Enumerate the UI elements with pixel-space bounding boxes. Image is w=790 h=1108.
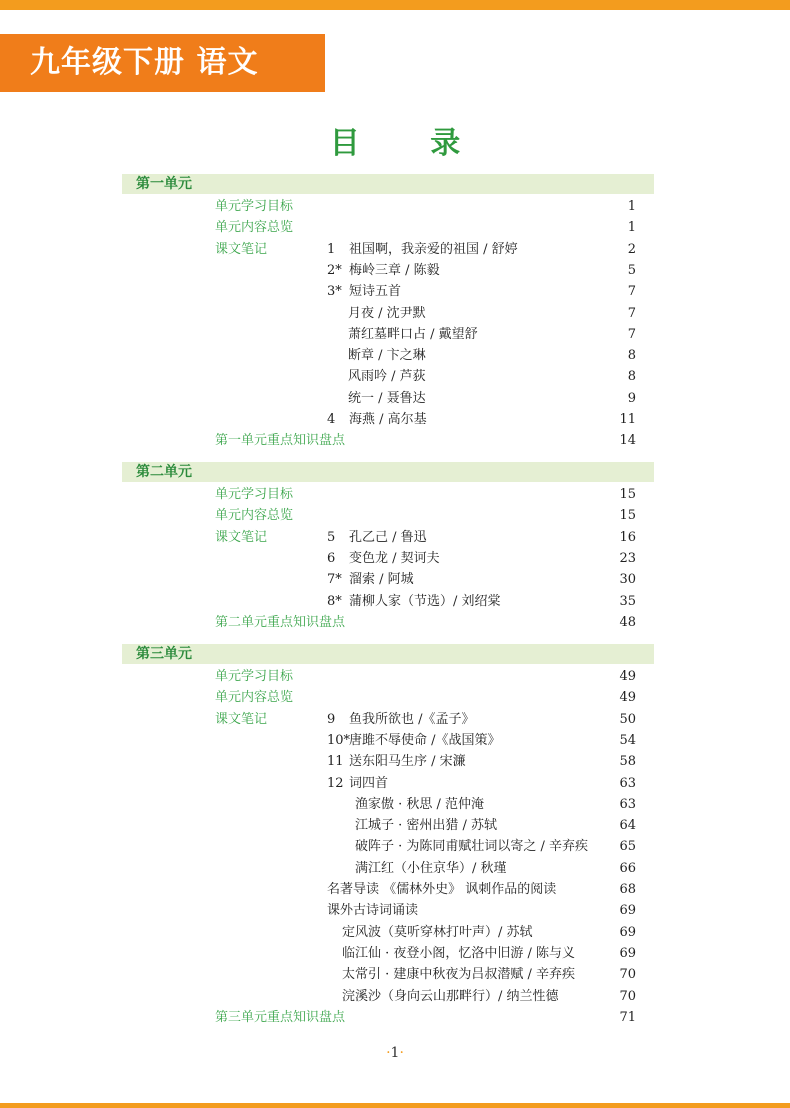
lesson-title: 祖国啊，我亲爱的祖国 / 舒婷 bbox=[349, 241, 518, 257]
lesson-title: 变色龙 / 契诃夫 bbox=[349, 550, 440, 566]
lesson-number: 2* bbox=[327, 262, 342, 278]
unit-summary-link[interactable]: 第三单元重点知识盘点 bbox=[215, 1009, 346, 1025]
page-number: 70 bbox=[619, 988, 636, 1004]
page-number: 48 bbox=[619, 614, 636, 630]
page-footer bbox=[0, 1045, 790, 1061]
page-number: 66 bbox=[619, 860, 636, 876]
lesson-entry[interactable] bbox=[327, 569, 414, 590]
lesson-entry[interactable] bbox=[327, 239, 518, 260]
section-link[interactable]: 单元学习目标 bbox=[215, 487, 294, 502]
page-number: 58 bbox=[619, 754, 636, 770]
page-number: 68 bbox=[619, 882, 636, 897]
toc-entry[interactable]: 课外古诗词诵读 bbox=[327, 903, 419, 919]
section-link[interactable]: 单元学习目标 bbox=[215, 669, 294, 684]
unit-summary-link[interactable]: 第二单元重点知识盘点 bbox=[215, 614, 346, 630]
sub-entry[interactable]: 太常引 · 建康中秋夜为吕叔潜赋 / 辛弃疾 bbox=[342, 967, 576, 983]
sub-entry[interactable]: 渔家傲 · 秋思 / 范仲淹 bbox=[355, 796, 485, 812]
page-number: 65 bbox=[619, 839, 636, 855]
page-number: 63 bbox=[619, 796, 636, 812]
section-link[interactable]: 单元内容总览 bbox=[215, 220, 294, 236]
page-number: 7 bbox=[627, 284, 636, 300]
page-number: 64 bbox=[619, 818, 636, 834]
page-number: 63 bbox=[619, 775, 636, 791]
sub-entry[interactable]: 浣溪沙（身向云山那畔行）/ 纳兰性德 bbox=[342, 988, 559, 1004]
page-number: 11 bbox=[619, 412, 636, 427]
page-number: 7 bbox=[627, 305, 636, 321]
page-number: 35 bbox=[619, 593, 636, 609]
page-number: 50 bbox=[619, 711, 636, 727]
sub-entry[interactable]: 风雨吟 / 芦荻 bbox=[348, 369, 426, 385]
page-number: 69 bbox=[619, 903, 636, 919]
page-number: 54 bbox=[619, 732, 636, 748]
footer-dot-left: · bbox=[386, 1045, 391, 1061]
page-number: 71 bbox=[619, 1009, 636, 1025]
lesson-title: 鱼我所欲也 /《孟子》 bbox=[349, 711, 475, 727]
lesson-entry[interactable] bbox=[327, 260, 440, 281]
lesson-title: 送东阳马生序 / 宋濂 bbox=[349, 754, 466, 770]
page-number: 49 bbox=[619, 669, 636, 684]
lesson-entry[interactable] bbox=[327, 773, 388, 794]
lesson-number: 1 bbox=[327, 241, 336, 257]
page-number: 1 bbox=[627, 220, 636, 236]
footer-dot-right: · bbox=[399, 1045, 404, 1061]
page-number: 16 bbox=[619, 529, 636, 545]
lesson-title: 孔乙己 / 鲁迅 bbox=[349, 529, 427, 545]
page-number: 2 bbox=[627, 241, 636, 257]
section-label: 课文笔记 bbox=[215, 711, 268, 727]
lesson-title: 溜索 / 阿城 bbox=[349, 572, 414, 588]
toc-heading: 目 录 bbox=[329, 126, 491, 161]
unit-header[interactable]: 第二单元 bbox=[122, 462, 654, 482]
page-number: 14 bbox=[619, 433, 636, 449]
sub-entry[interactable]: 临江仙 · 夜登小阁，忆洛中旧游 / 陈与义 bbox=[342, 945, 576, 961]
page-number: 9 bbox=[627, 390, 636, 406]
lesson-entry[interactable] bbox=[327, 548, 440, 569]
unit-header[interactable]: 第三单元 bbox=[122, 644, 654, 664]
sub-entry[interactable]: 统一 / 聂鲁达 bbox=[348, 390, 426, 406]
page-number: 49 bbox=[619, 690, 636, 706]
sub-entry[interactable]: 断章 / 卞之琳 bbox=[348, 348, 426, 364]
unit-header[interactable]: 第一单元 bbox=[122, 174, 654, 194]
page-number: 5 bbox=[627, 262, 636, 278]
lesson-entry[interactable] bbox=[327, 709, 475, 730]
sub-entry[interactable]: 月夜 / 沈尹默 bbox=[348, 305, 426, 321]
page-number: 69 bbox=[619, 945, 636, 961]
lesson-number: 3* bbox=[327, 284, 342, 300]
section-label: 课文笔记 bbox=[215, 529, 268, 545]
lesson-number: 6 bbox=[327, 550, 336, 566]
section-label: 课文笔记 bbox=[215, 241, 268, 257]
page-number: 70 bbox=[619, 967, 636, 983]
lesson-number: 5 bbox=[327, 529, 336, 545]
lesson-number: 9 bbox=[327, 711, 336, 727]
lesson-number: 12 bbox=[327, 775, 344, 791]
page-number: 15 bbox=[619, 487, 636, 502]
toc-entry[interactable]: 名著导读 《儒林外史》 讽刺作品的阅读 bbox=[327, 882, 557, 897]
lesson-number: 8* bbox=[327, 593, 342, 609]
bottom-accent-bar bbox=[0, 1103, 790, 1108]
sub-entry[interactable]: 满江红（小住京华）/ 秋瑾 bbox=[355, 860, 507, 876]
sub-entry[interactable]: 萧红墓畔口占 / 戴望舒 bbox=[348, 326, 478, 342]
sub-entry[interactable]: 江城子 · 密州出猎 / 苏轼 bbox=[355, 818, 498, 834]
lesson-title: 短诗五首 bbox=[349, 284, 402, 300]
page-number: 7 bbox=[627, 326, 636, 342]
lesson-number: 10* bbox=[327, 732, 351, 748]
lesson-title: 蒲柳人家（节选）/ 刘绍棠 bbox=[349, 593, 501, 609]
sub-entry[interactable]: 破阵子 · 为陈同甫赋壮词以寄之 / 辛弃疾 bbox=[355, 839, 589, 855]
lesson-entry[interactable] bbox=[327, 409, 427, 430]
lesson-title: 词四首 bbox=[349, 775, 389, 791]
page-number: 23 bbox=[619, 550, 636, 566]
lesson-entry[interactable] bbox=[327, 751, 466, 772]
lesson-number: 7* bbox=[327, 572, 342, 588]
page-number: 69 bbox=[619, 924, 636, 940]
lesson-title: 唐雎不辱使命 /《战国策》 bbox=[349, 732, 501, 748]
page-number: 15 bbox=[619, 508, 636, 524]
lesson-number: 11 bbox=[327, 754, 344, 770]
lesson-number: 4 bbox=[327, 412, 336, 427]
lesson-title: 梅岭三章 / 陈毅 bbox=[349, 262, 440, 278]
page-number: 8 bbox=[627, 348, 636, 364]
page-number: 8 bbox=[627, 369, 636, 385]
page-number: 1 bbox=[627, 199, 636, 214]
lesson-entry[interactable] bbox=[327, 591, 501, 612]
footer-page-number: 1 bbox=[390, 1045, 400, 1061]
section-link[interactable]: 单元学习目标 bbox=[215, 199, 294, 214]
lesson-title: 海燕 / 高尔基 bbox=[349, 412, 427, 427]
page-number: 30 bbox=[619, 572, 636, 588]
unit-summary-link[interactable]: 第一单元重点知识盘点 bbox=[215, 433, 346, 449]
sub-entry[interactable]: 定风波（莫听穿林打叶声）/ 苏轼 bbox=[342, 924, 533, 940]
lesson-entry[interactable] bbox=[327, 527, 427, 548]
book-title-badge: 九年级下册 语文 bbox=[0, 34, 325, 92]
lesson-entry[interactable] bbox=[327, 281, 401, 302]
section-link[interactable]: 单元内容总览 bbox=[215, 690, 294, 706]
section-link[interactable]: 单元内容总览 bbox=[215, 508, 294, 524]
lesson-entry[interactable] bbox=[327, 730, 501, 751]
